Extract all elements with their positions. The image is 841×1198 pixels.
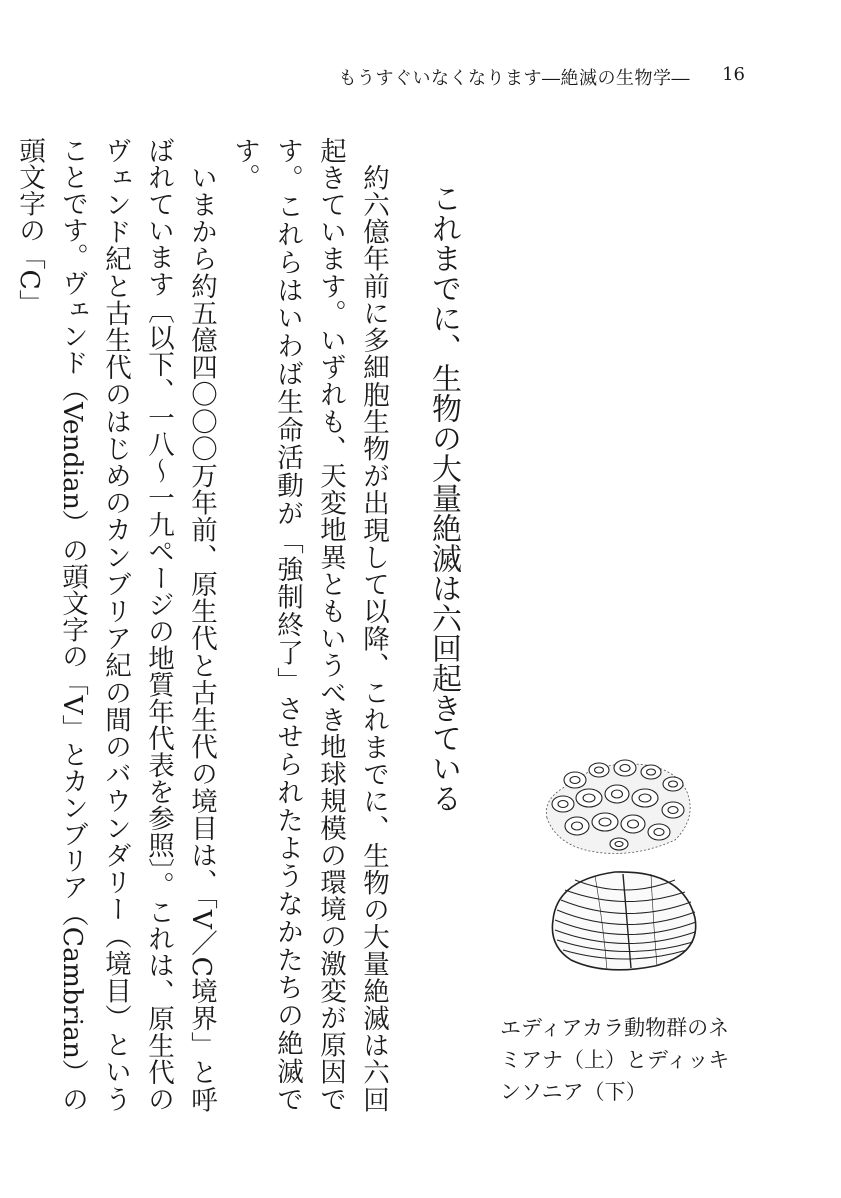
running-title: もうすぐいなくなります―絶滅の生物学― [338,68,690,89]
nemiana-fossil-illustration [546,760,690,854]
paragraph-2: いまから約五億四〇〇〇万年前、原生代と古生代の境目は、「V／C境界」と呼ばれています〔以下、一八～一九ページの地質年代表を参照〕。これは、原生代のヴェンド紀と古生代のはじめのカンブリア紀の間のバウンダリー（境目）ということです。ヴェンド（Vendian）の頭文字の「V」とカンブリア（Cambrian）の頭文字の「C」 [14,137,217,1112]
section-heading: これまでに、生物の大量絶滅は六回起きている [426,183,461,813]
paragraph-1: 約六億年前に多細胞生物が出現して以降、これまでに、生物の大量絶滅は六回起きています。いずれも、天変地異ともいうべき地球規模の環境の激変が原因です。これらはいわば生命活動が「強制終了」させられたようなかたちの絶滅です。 [229,137,389,1112]
figure-caption: エディアカラ動物群のネミアナ（上）とディッキンソニア（下） [500,1016,730,1104]
body-text [14,137,395,1112]
fossil-illustration [535,740,705,980]
dickinsonia-fossil-illustration [552,872,696,970]
page-number: 16 [722,64,745,85]
